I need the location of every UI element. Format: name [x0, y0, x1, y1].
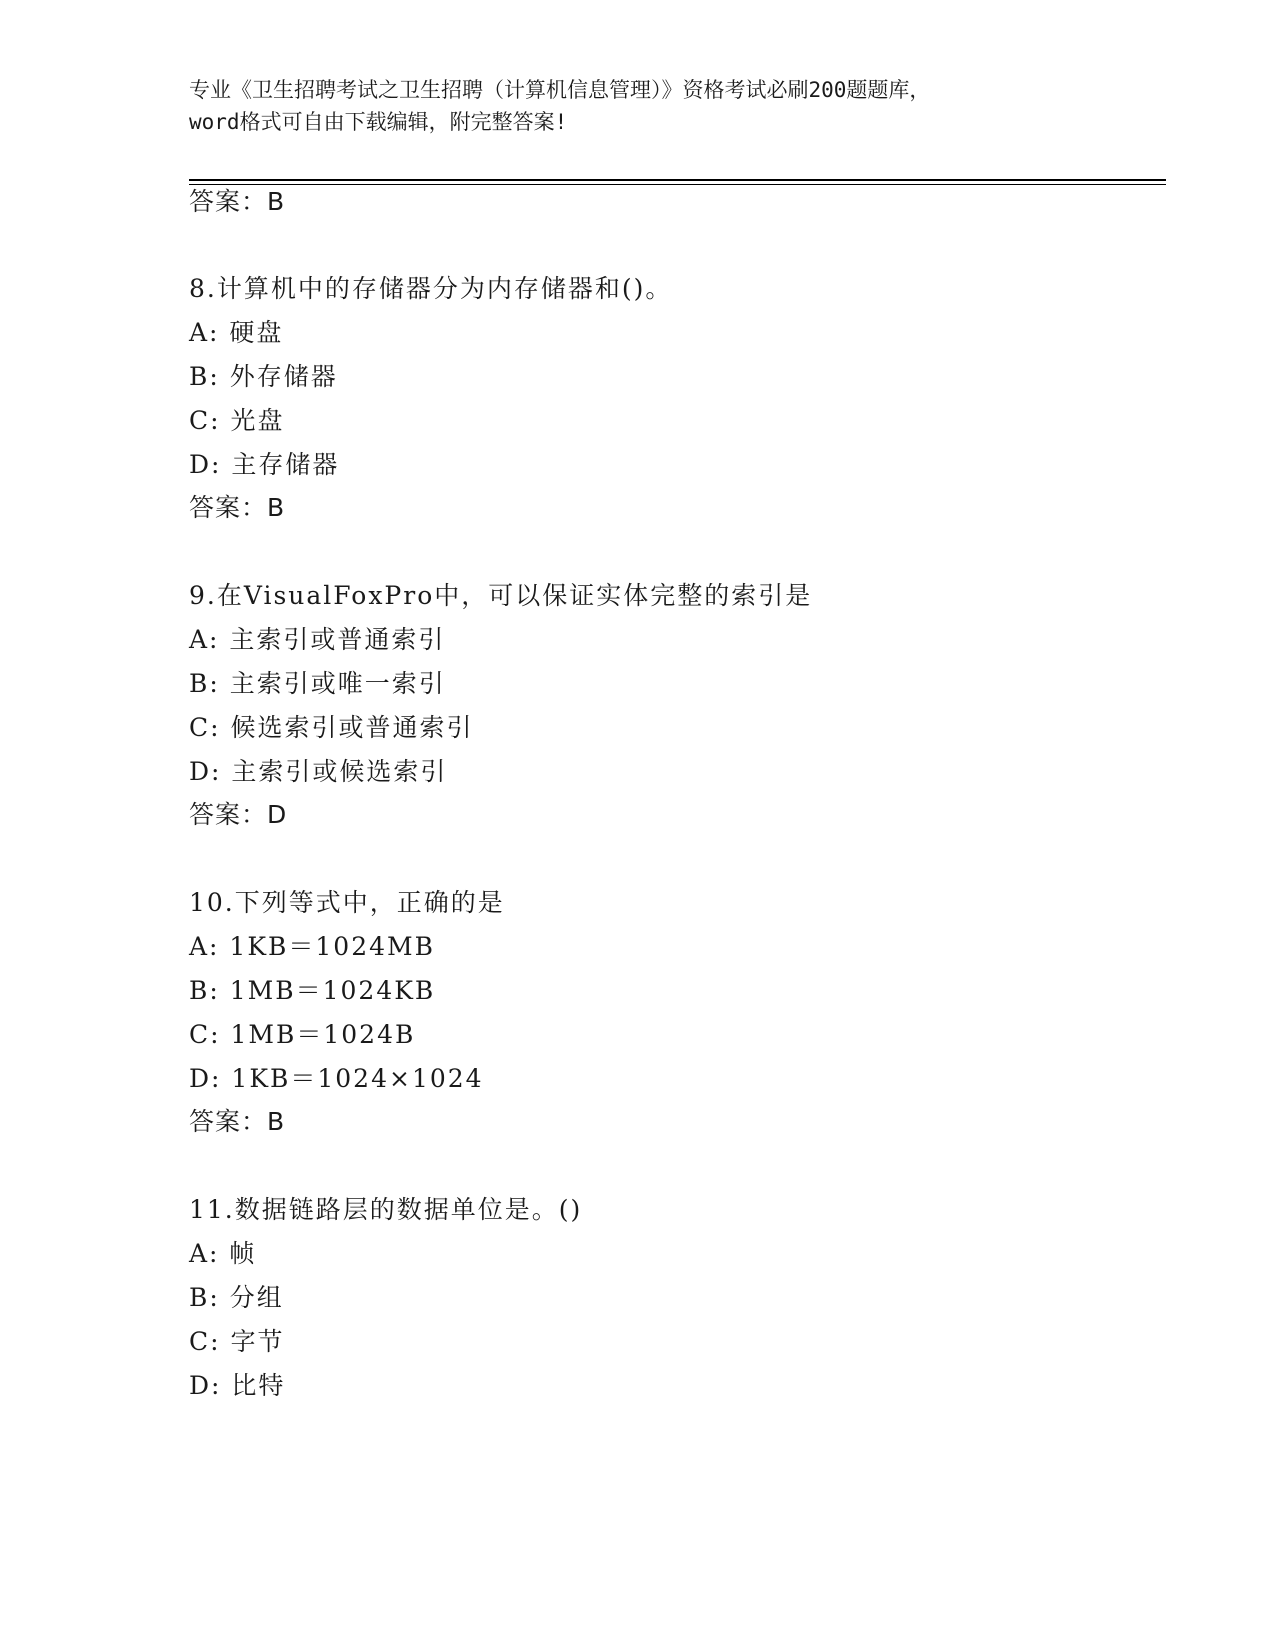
question-11: 11.数据链路层的数据单位是。() — [189, 1195, 583, 1224]
question-11-option-b: B: 分组 — [189, 1283, 284, 1312]
header-line-2: word格式可自由下载编辑，附完整答案! — [189, 110, 568, 134]
question-8-option-d: D: 主存储器 — [189, 450, 340, 479]
question-11-option-c: C: 字节 — [189, 1327, 285, 1356]
question-11-option-a: A: 帧 — [189, 1239, 257, 1268]
answer-prev: 答案：B — [189, 187, 286, 216]
question-9-option-a: A: 主索引或普通索引 — [189, 625, 446, 654]
question-8-option-c: C: 光盘 — [189, 406, 285, 435]
question-9-option-d: D: 主索引或候选索引 — [189, 757, 448, 786]
header-rule-thick — [189, 179, 1166, 181]
question-10-option-a: A: 1KB＝1024MB — [189, 932, 435, 961]
question-8: 8.计算机中的存储器分为内存储器和()。 — [189, 274, 673, 303]
question-9-answer: 答案：D — [189, 800, 288, 829]
question-9: 9.在VisualFoxPro中，可以保证实体完整的索引是 — [189, 581, 813, 610]
question-11-option-d: D: 比特 — [189, 1371, 286, 1400]
question-8-answer: 答案：B — [189, 493, 286, 522]
document-header — [189, 74, 1089, 138]
question-10-option-d: D: 1KB＝1024×1024 — [189, 1064, 484, 1093]
question-8-option-b: B: 外存储器 — [189, 362, 338, 391]
question-9-option-b: B: 主索引或唯一索引 — [189, 669, 446, 698]
header-rule-thin — [189, 184, 1166, 185]
question-10-option-b: B: 1MB＝1024KB — [189, 976, 436, 1005]
question-10-option-c: C: 1MB＝1024B — [189, 1020, 416, 1049]
question-8-option-a: A: 硬盘 — [189, 318, 284, 347]
question-9-option-c: C: 候选索引或普通索引 — [189, 713, 474, 742]
question-10-answer: 答案：B — [189, 1107, 286, 1136]
question-10: 10.下列等式中，正确的是 — [189, 888, 505, 917]
header-line-1: 专业《卫生招聘考试之卫生招聘（计算机信息管理）》资格考试必刷200题题库， — [189, 78, 931, 102]
